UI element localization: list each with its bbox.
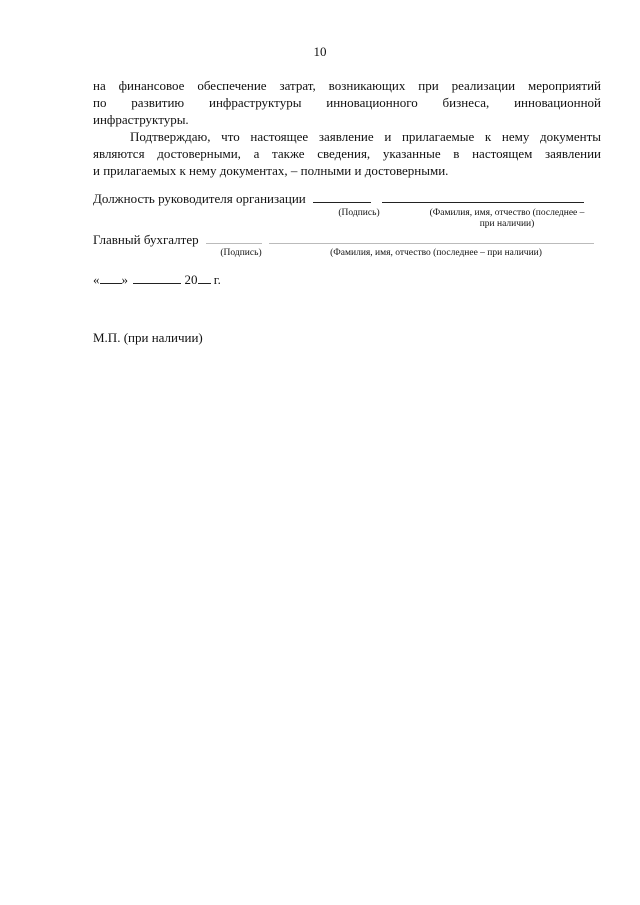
page-number: 10 (313, 44, 327, 59)
paragraph2-line3: и прилагаемых к нему документах, – полными и достоверными. (93, 163, 449, 178)
accountant-name-field[interactable] (269, 231, 594, 244)
director-name-caption-line2: при наличии) (479, 219, 535, 229)
accountant-name-caption: (Фамилия, имя, отчество (последнее – при наличии) (330, 248, 542, 258)
paragraph2-line2: являются достоверными, а также сведения, указанные в настоящем заявлении (93, 146, 601, 161)
date-month-field[interactable] (133, 271, 181, 284)
paragraph2-line1: Подтверждаю, что настоящее заявление и прилагаемые к нему документы (130, 129, 601, 144)
paragraph1-line2: по развитию инфраструктуры инновационного бизнеса, инновационной (93, 95, 601, 110)
director-blank-field[interactable] (382, 190, 412, 203)
stamp-label: М.П. (при наличии) (93, 330, 203, 345)
body-text (93, 77, 601, 179)
date-day-field[interactable] (100, 271, 122, 284)
accountant-row (93, 231, 594, 248)
paragraph1-line1: на финансовое обеспечение затрат, возникающих при реализации мероприятий (93, 78, 601, 93)
paragraph1-line3: инфраструктуры. (93, 112, 189, 127)
date-year-suffix: г. (213, 272, 221, 287)
date-year-field[interactable] (198, 271, 211, 284)
date-close-quote: » (121, 272, 128, 287)
date-row (93, 271, 221, 288)
director-signature-caption: (Подпись) (338, 208, 380, 218)
accountant-signature-caption: (Подпись) (220, 248, 262, 258)
date-year-prefix: 20 (184, 272, 198, 287)
date-open-quote: « (93, 272, 100, 287)
director-signature-field[interactable] (313, 190, 371, 203)
accountant-label: Главный бухгалтер (93, 232, 199, 247)
director-name-caption-line1: (Фамилия, имя, отчество (последнее – (429, 208, 585, 218)
director-name-field[interactable] (412, 190, 584, 203)
director-label: Должность руководителя организации (93, 191, 306, 206)
director-row (93, 190, 584, 207)
accountant-signature-field[interactable] (206, 231, 262, 244)
